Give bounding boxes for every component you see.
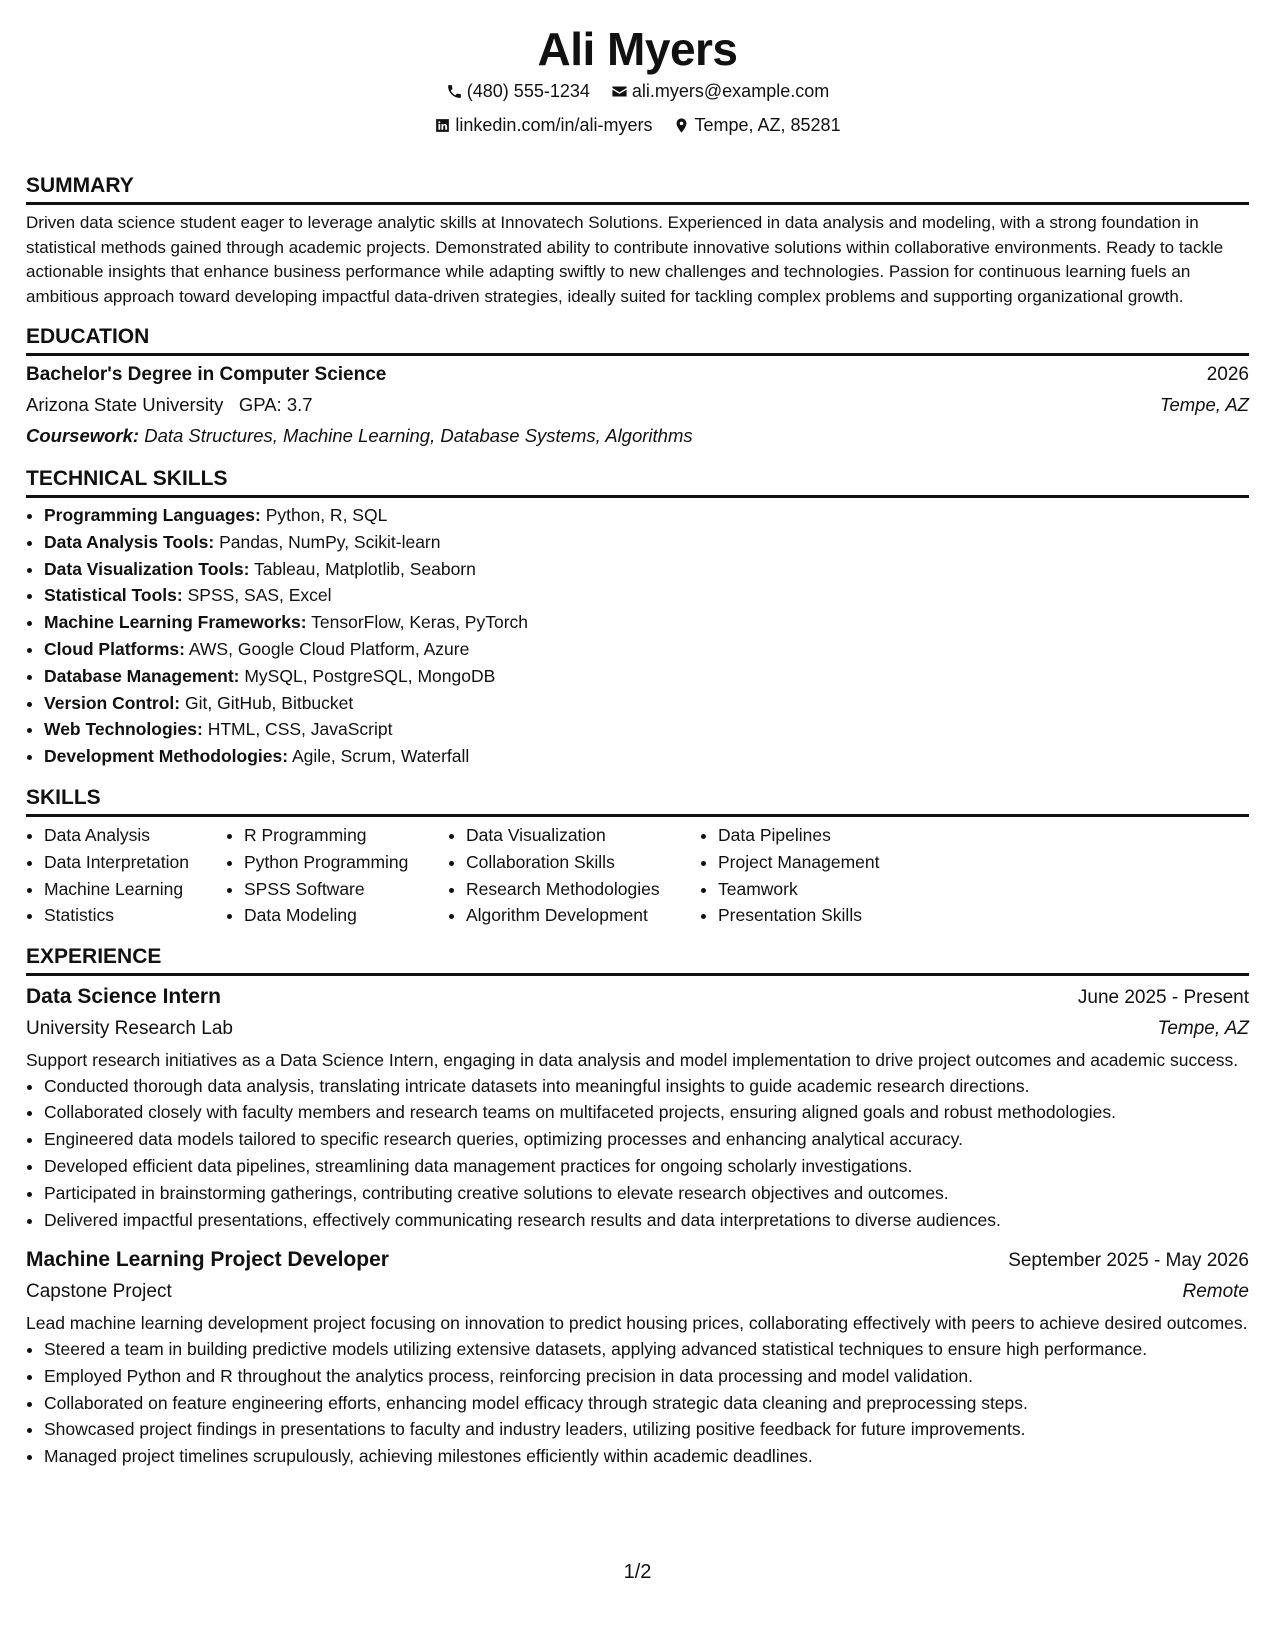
skill-value: TensorFlow, Keras, PyTorch [311, 612, 529, 633]
list-item: • Employed Python and R throughout the analytics process, reinforcing precision in data processing and model validation. [44, 1363, 1249, 1390]
coursework-line [26, 420, 1249, 451]
degree-year: 2026 [1206, 364, 1249, 385]
envelope-icon [611, 83, 628, 100]
education-heading: EDUCATION [26, 323, 1249, 356]
list-item: • R Programming [244, 822, 448, 849]
list-item: • Research Methodologies [466, 876, 700, 903]
list-item: • SPSS Software [244, 876, 448, 903]
skills-grid [26, 822, 1249, 929]
list-item: • Statistics [44, 902, 226, 929]
phone-item [446, 76, 590, 107]
list-item: • Collaborated closely with faculty members and research teams on multifaceted projects, ensuring aligned goals and robust methodologies. [44, 1099, 1249, 1126]
degree-title: Bachelor's Degree in Computer Science [26, 364, 387, 385]
list-item [44, 502, 1249, 529]
linkedin-text[interactable]: linkedin.com/in/ali-myers [455, 115, 653, 135]
list-item [44, 609, 1249, 636]
coursework-list: Data Structures, Machine Learning, Database Systems, Algorithms [144, 425, 693, 446]
email-item[interactable] [611, 76, 829, 107]
list-item: • Collaborated on feature engineering efforts, enhancing model efficacy through strategic data cleaning and preprocessing steps. [44, 1390, 1249, 1417]
job-dates: September 2025 - May 2026 [1008, 1250, 1249, 1272]
coursework-label: Coursework: [26, 425, 140, 446]
list-item [44, 556, 1249, 583]
linkedin-icon [434, 117, 451, 134]
skill-value: Pandas, NumPy, Scikit-learn [219, 531, 441, 552]
linkedin-item[interactable] [434, 110, 652, 141]
technical-skills-list [26, 502, 1249, 770]
job-bullets [26, 1336, 1249, 1470]
skill-label: Statistical Tools: [44, 585, 183, 606]
job-org: Capstone Project [26, 1281, 172, 1303]
list-item: • Project Management [718, 849, 938, 876]
skill-label: Version Control: [44, 692, 181, 713]
list-item: • Developed efficient data pipelines, streamlining data management practices for ongoing scholarly investigations. [44, 1153, 1249, 1180]
map-pin-icon [673, 117, 690, 134]
list-item: • Data Pipelines [718, 822, 938, 849]
list-item: • Participated in brainstorming gatherings, contributing creative solutions to elevate research objectives and outcomes. [44, 1180, 1249, 1207]
job-title: Machine Learning Project Developer [26, 1248, 389, 1272]
location-text: Tempe, AZ, 85281 [694, 115, 841, 135]
summary-text: Driven data science student eager to leverage analytic skills at Innovatech Solutions. Experienced in data analysis and modeling, with a strong foundation in statistical methods gained through academic projects. Demonstrated ability to contribute innovative solutions within collaborative environments. Ready to tackle actionable insights that enhance business performance while adapting swiftly to new challenges and technologies. Passion for continuous learning fuels an ambitious approach toward developing impactful data-driven strategies, ideally suited for tackling complex problems and supporting organizational growth. [26, 213, 1224, 306]
list-item: • Teamwork [718, 876, 938, 903]
list-item [44, 690, 1249, 717]
skill-value: Tableau, Matplotlib, Seaborn [254, 558, 476, 579]
skills-column-2 [226, 822, 448, 929]
skills-column-4 [700, 822, 938, 929]
skill-label: Data Analysis Tools: [44, 531, 215, 552]
phone-icon [446, 83, 463, 100]
skill-value: MySQL, PostgreSQL, MongoDB [244, 665, 496, 686]
list-item [44, 582, 1249, 609]
job-entry [26, 976, 1249, 1233]
job-description: Lead machine learning development project focusing on innovation to predict housing prices, collaborating effectively with peers to achieve desired outcomes. [26, 1313, 1248, 1334]
list-item: • Delivered impactful presentations, effectively communicating research results and data interpretations to diverse audiences. [44, 1207, 1249, 1234]
list-item: • Data Analysis [44, 822, 226, 849]
skill-value: Git, GitHub, Bitbucket [185, 692, 354, 713]
list-item: • Steered a team in building predictive models utilizing extensive datasets, applying advanced statistical techniques to ensure high performance. [44, 1336, 1249, 1363]
page-number: 1/2 [623, 1561, 652, 1583]
list-item: • Algorithm Development [466, 902, 700, 929]
list-item: • Machine Learning [44, 876, 226, 903]
phone-text: (480) 555-1234 [466, 81, 590, 101]
job-location: Remote [1182, 1281, 1249, 1303]
school-location: Tempe, AZ [1159, 394, 1249, 415]
job-org: University Research Lab [26, 1018, 233, 1040]
gpa: GPA: 3.7 [238, 394, 313, 415]
skill-value: Python, R, SQL [265, 505, 388, 525]
skill-label: Data Visualization Tools: [44, 558, 250, 579]
skill-value: Agile, Scrum, Waterfall [291, 746, 470, 767]
list-item [44, 636, 1249, 663]
job-description: Support research initiatives as a Data Science Intern, engaging in data analysis and model implementation to drive project outcomes and academic success. [26, 1050, 1239, 1071]
school-name: Arizona State University [26, 394, 224, 415]
list-item: • Collaboration Skills [466, 849, 700, 876]
technical-skills-section [26, 465, 1249, 770]
list-item [44, 529, 1249, 556]
skills-column-1 [26, 822, 226, 929]
skill-label: Web Technologies: [44, 719, 203, 740]
email-text[interactable]: ali.myers@example.com [631, 81, 830, 101]
technical-skills-heading: TECHNICAL SKILLS [26, 465, 1249, 498]
list-item: • Presentation Skills [718, 902, 938, 929]
job-bullets [26, 1073, 1249, 1234]
candidate-name: Ali Myers [537, 23, 738, 75]
skill-value: HTML, CSS, JavaScript [207, 719, 393, 740]
skill-label: Cloud Platforms: [44, 638, 185, 659]
summary-heading: SUMMARY [26, 172, 1249, 205]
list-item: • Managed project timelines scrupulously, achieving milestones efficiently within academic deadlines. [44, 1443, 1249, 1470]
job-entry [26, 1239, 1249, 1469]
skills-column-3 [448, 822, 700, 929]
list-item [44, 716, 1249, 743]
list-item [44, 743, 1249, 770]
skill-label: Programming Languages: [44, 505, 261, 525]
list-item: • Conducted thorough data analysis, translating intricate datasets into meaningful insights to guide academic research directions. [44, 1073, 1249, 1100]
job-dates: June 2025 - Present [1077, 987, 1249, 1009]
school-line [26, 390, 313, 420]
education-section [26, 323, 1249, 451]
skill-label: Database Management: [44, 665, 240, 686]
list-item: • Data Visualization [466, 822, 700, 849]
skill-label: Machine Learning Frameworks: [44, 612, 307, 633]
location-item [673, 110, 840, 141]
contact-line-1 [26, 76, 1249, 110]
resume-page [26, 0, 1249, 1470]
job-location: Tempe, AZ [1157, 1018, 1249, 1040]
experience-section [26, 943, 1249, 1470]
list-item: • Python Programming [244, 849, 448, 876]
list-item [44, 663, 1249, 690]
skill-value: SPSS, SAS, Excel [187, 585, 332, 606]
skills-heading: SKILLS [26, 784, 1249, 817]
list-item: • Data Modeling [244, 902, 448, 929]
list-item: • Showcased project findings in presentations to faculty and industry leaders, utilizing positive feedback for future improvements. [44, 1416, 1249, 1443]
job-title: Data Science Intern [26, 985, 221, 1009]
experience-heading: EXPERIENCE [26, 943, 1249, 976]
list-item: • Data Interpretation [44, 849, 226, 876]
skills-section [26, 784, 1249, 929]
skill-value: AWS, Google Cloud Platform, Azure [188, 638, 470, 659]
contact-line-2 [26, 110, 1249, 144]
skill-label: Development Methodologies: [44, 746, 289, 767]
list-item: • Engineered data models tailored to specific research queries, optimizing processes and enhancing analytical accuracy. [44, 1126, 1249, 1153]
summary-section [26, 172, 1249, 309]
